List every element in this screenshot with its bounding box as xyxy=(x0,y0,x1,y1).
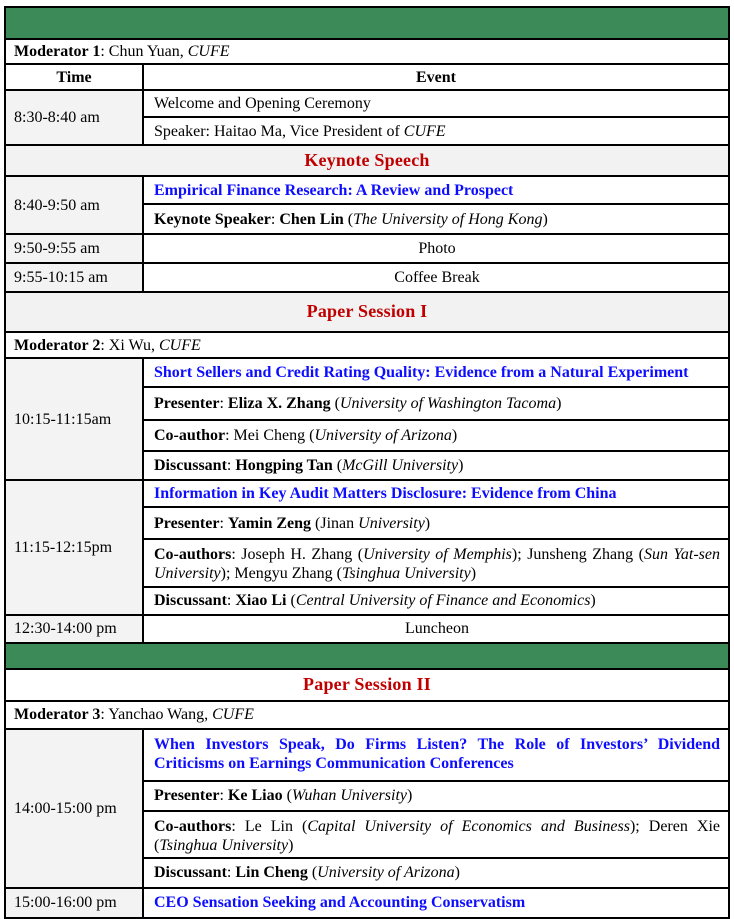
event-list xyxy=(144,889,728,917)
text-segment: Central University of Finance and Economics xyxy=(295,591,591,609)
text-segment: Co-author xyxy=(154,427,226,445)
text-segment: : Chun Yuan, xyxy=(100,43,188,60)
event-text xyxy=(154,210,548,229)
text-segment: Discussant xyxy=(154,457,227,475)
event-row xyxy=(144,616,728,642)
text-segment: Speaker: Haitao Ma, Vice President of xyxy=(154,122,404,140)
text-segment: Hongping Tan xyxy=(235,457,337,475)
time-column-header: Time xyxy=(6,65,144,89)
text-segment: Sun Yat-sen University xyxy=(154,546,721,583)
event-list xyxy=(144,264,728,291)
text-segment: Coffee Break xyxy=(394,269,480,287)
text-segment: Tsinghua University xyxy=(341,565,471,583)
event-row xyxy=(144,812,728,859)
text-segment: Yamin Zeng xyxy=(227,514,316,532)
event-list xyxy=(144,730,728,887)
schedule-row xyxy=(6,264,728,293)
section-title: Keynote Speech xyxy=(304,149,430,170)
event-row xyxy=(144,859,728,887)
text-segment: : xyxy=(219,786,228,804)
text-segment: Presenter xyxy=(154,395,220,413)
text-segment: University of Memphis xyxy=(363,546,512,564)
text-segment: : Le Lin ( xyxy=(231,817,308,835)
paper-title-link[interactable]: Short Sellers and Credit Rating Quality: Evidence from a Natural Experiment xyxy=(154,364,689,382)
text-segment: McGill University xyxy=(342,457,459,475)
text-segment: ) xyxy=(470,565,477,583)
text-segment: ); Junsheng Zhang ( xyxy=(511,546,644,564)
text-segment: Presenter xyxy=(154,514,220,532)
paper-title-link[interactable]: Information in Key Audit Matters Disclosure: Evidence from China xyxy=(154,485,617,503)
text-segment: ( xyxy=(311,864,318,882)
schedule-row xyxy=(6,616,728,644)
text-segment: CUFE xyxy=(212,705,254,723)
section-title: Paper Session II xyxy=(303,673,431,694)
time-cell: 8:30-8:40 am xyxy=(6,91,144,144)
text-segment: Discussant xyxy=(154,591,227,609)
text-segment: : Joseph H. Zhang ( xyxy=(231,546,364,564)
text-segment: : Mei Cheng ( xyxy=(225,427,315,445)
schedule-row xyxy=(6,889,728,919)
text-segment: Eliza X. Zhang xyxy=(227,395,335,413)
event-text xyxy=(154,863,460,882)
text-segment: : xyxy=(226,457,236,475)
text-segment: : xyxy=(219,395,228,413)
text-segment: ( xyxy=(286,786,292,804)
event-row xyxy=(144,730,728,782)
text-segment: Tsinghua University xyxy=(159,836,289,854)
schedule-row xyxy=(6,91,728,146)
text-segment: Co-authors xyxy=(154,546,232,564)
event-text xyxy=(154,893,525,912)
paper-title-link[interactable]: Empirical Finance Research: A Review and Prospect xyxy=(154,181,514,199)
schedule-row xyxy=(6,359,728,481)
text-segment: ); Deren Xie ( xyxy=(154,817,720,854)
text-segment: ) xyxy=(451,427,458,445)
event-list xyxy=(144,359,728,479)
time-cell: 9:50-9:55 am xyxy=(6,235,144,262)
event-text xyxy=(154,456,463,475)
event-row xyxy=(144,481,728,508)
text-segment: Discussant xyxy=(154,864,227,882)
event-row xyxy=(144,235,728,262)
event-row xyxy=(144,889,728,917)
text-segment: Co-authors xyxy=(154,817,232,835)
event-text xyxy=(405,619,469,638)
text-segment: ) xyxy=(542,210,548,228)
event-text xyxy=(154,394,561,413)
event-row xyxy=(144,508,728,540)
event-row xyxy=(144,452,728,479)
event-row xyxy=(144,588,728,614)
event-row xyxy=(144,540,728,587)
moderator-text xyxy=(14,42,230,61)
text-segment: CUFE xyxy=(187,43,230,60)
text-segment: Xiao Li xyxy=(235,591,291,609)
text-segment: Moderator 2 xyxy=(14,336,101,354)
conference-schedule-table xyxy=(4,6,730,919)
event-row xyxy=(144,91,728,118)
text-segment: University xyxy=(358,514,425,532)
time-cell: 15:00-16:00 pm xyxy=(6,889,144,917)
text-segment: Moderator 1 xyxy=(14,43,101,60)
event-list xyxy=(144,91,728,144)
text-segment: : xyxy=(226,864,236,882)
text-segment: : Yanchao Wang, xyxy=(100,705,213,723)
text-segment: Keynote Speaker xyxy=(154,210,271,228)
event-text xyxy=(154,363,689,382)
text-segment: : xyxy=(270,210,280,228)
event-row xyxy=(144,359,728,388)
text-segment: Moderator 3 xyxy=(14,705,101,723)
section-header-paper-session-i xyxy=(6,293,728,333)
event-row xyxy=(144,118,728,144)
time-cell: 11:15-12:15pm xyxy=(6,481,144,613)
moderator-row xyxy=(6,40,728,65)
banner-bar xyxy=(6,644,728,670)
event-row xyxy=(144,177,728,205)
event-list xyxy=(144,616,728,642)
schedule-row xyxy=(6,235,728,264)
text-segment: ); Mengyu Zhang ( xyxy=(220,565,342,583)
section-header-paper-session-ii xyxy=(6,670,728,702)
moderator-row xyxy=(6,702,728,730)
event-text xyxy=(154,786,412,805)
moderator-text xyxy=(14,705,254,724)
text-segment: : xyxy=(226,591,236,609)
event-text xyxy=(154,591,596,610)
text-segment: (Jinan xyxy=(315,514,359,532)
text-segment: ) xyxy=(288,836,294,854)
text-segment: Welcome and Opening Ceremony xyxy=(154,95,371,113)
schedule-row xyxy=(6,177,728,235)
event-row xyxy=(144,264,728,291)
text-segment: Chen Lin xyxy=(279,210,348,228)
text-segment: Lin Cheng xyxy=(235,864,312,882)
text-segment: ) xyxy=(458,457,464,475)
text-segment: ) xyxy=(556,395,562,413)
text-segment: ( xyxy=(290,591,296,609)
paper-title-link[interactable]: When Investors Speak, Do Firms Listen? The Role of Investors’ Dividend Criticisms on Earnings Communication Conferences xyxy=(154,735,720,772)
event-list xyxy=(144,481,728,613)
event-text xyxy=(394,268,479,287)
text-segment: : xyxy=(219,514,228,532)
text-segment: ) xyxy=(424,514,431,532)
event-text xyxy=(154,514,430,533)
text-segment: University of Washington Tacoma xyxy=(339,395,557,413)
event-text xyxy=(154,181,513,200)
event-list xyxy=(144,235,728,262)
event-text xyxy=(418,239,455,258)
text-segment: The University of Hong Kong xyxy=(353,210,543,228)
text-segment: CUFE xyxy=(158,336,201,354)
column-header-row xyxy=(6,65,728,91)
text-segment: Luncheon xyxy=(405,619,469,637)
event-row xyxy=(144,388,728,421)
event-text xyxy=(154,122,446,141)
moderator-row xyxy=(6,333,728,359)
text-segment: University of Arizona xyxy=(314,427,452,445)
text-segment: CUFE xyxy=(403,122,446,140)
event-column-header: Event xyxy=(416,68,456,86)
moderator-text xyxy=(14,336,201,355)
banner-bar xyxy=(6,8,728,40)
text-segment: Capital University of Economics and Business xyxy=(307,817,630,835)
text-segment: ) xyxy=(590,591,596,609)
text-segment: ( xyxy=(347,210,354,228)
event-row xyxy=(144,205,728,233)
text-segment: ) xyxy=(407,786,413,804)
text-segment: Photo xyxy=(418,240,456,258)
event-row xyxy=(144,782,728,812)
section-header-keynote-speech xyxy=(6,146,728,177)
schedule-row xyxy=(6,481,728,615)
event-text xyxy=(154,426,457,445)
text-segment: Ke Liao xyxy=(227,786,287,804)
text-segment: : Xi Wu, xyxy=(100,336,159,354)
event-text xyxy=(154,94,371,113)
paper-title-link[interactable]: CEO Sensation Seeking and Accounting Conservatism xyxy=(154,894,526,912)
event-list xyxy=(144,177,728,233)
text-segment: ) xyxy=(454,864,460,882)
time-cell: 8:40-9:50 am xyxy=(6,177,144,233)
text-segment: ( xyxy=(336,457,343,475)
text-segment: University of Arizona xyxy=(317,864,455,882)
time-cell: 9:55-10:15 am xyxy=(6,264,144,291)
time-cell: 14:00-15:00 pm xyxy=(6,730,144,887)
time-cell: 12:30-14:00 pm xyxy=(6,616,144,642)
event-row xyxy=(144,421,728,452)
event-text xyxy=(154,484,617,503)
text-segment: Wuhan University xyxy=(291,786,407,804)
section-title: Paper Session I xyxy=(306,301,428,322)
text-segment: Presenter xyxy=(154,786,220,804)
schedule-row xyxy=(6,730,728,889)
text-segment: ( xyxy=(334,395,340,413)
time-cell: 10:15-11:15am xyxy=(6,359,144,479)
